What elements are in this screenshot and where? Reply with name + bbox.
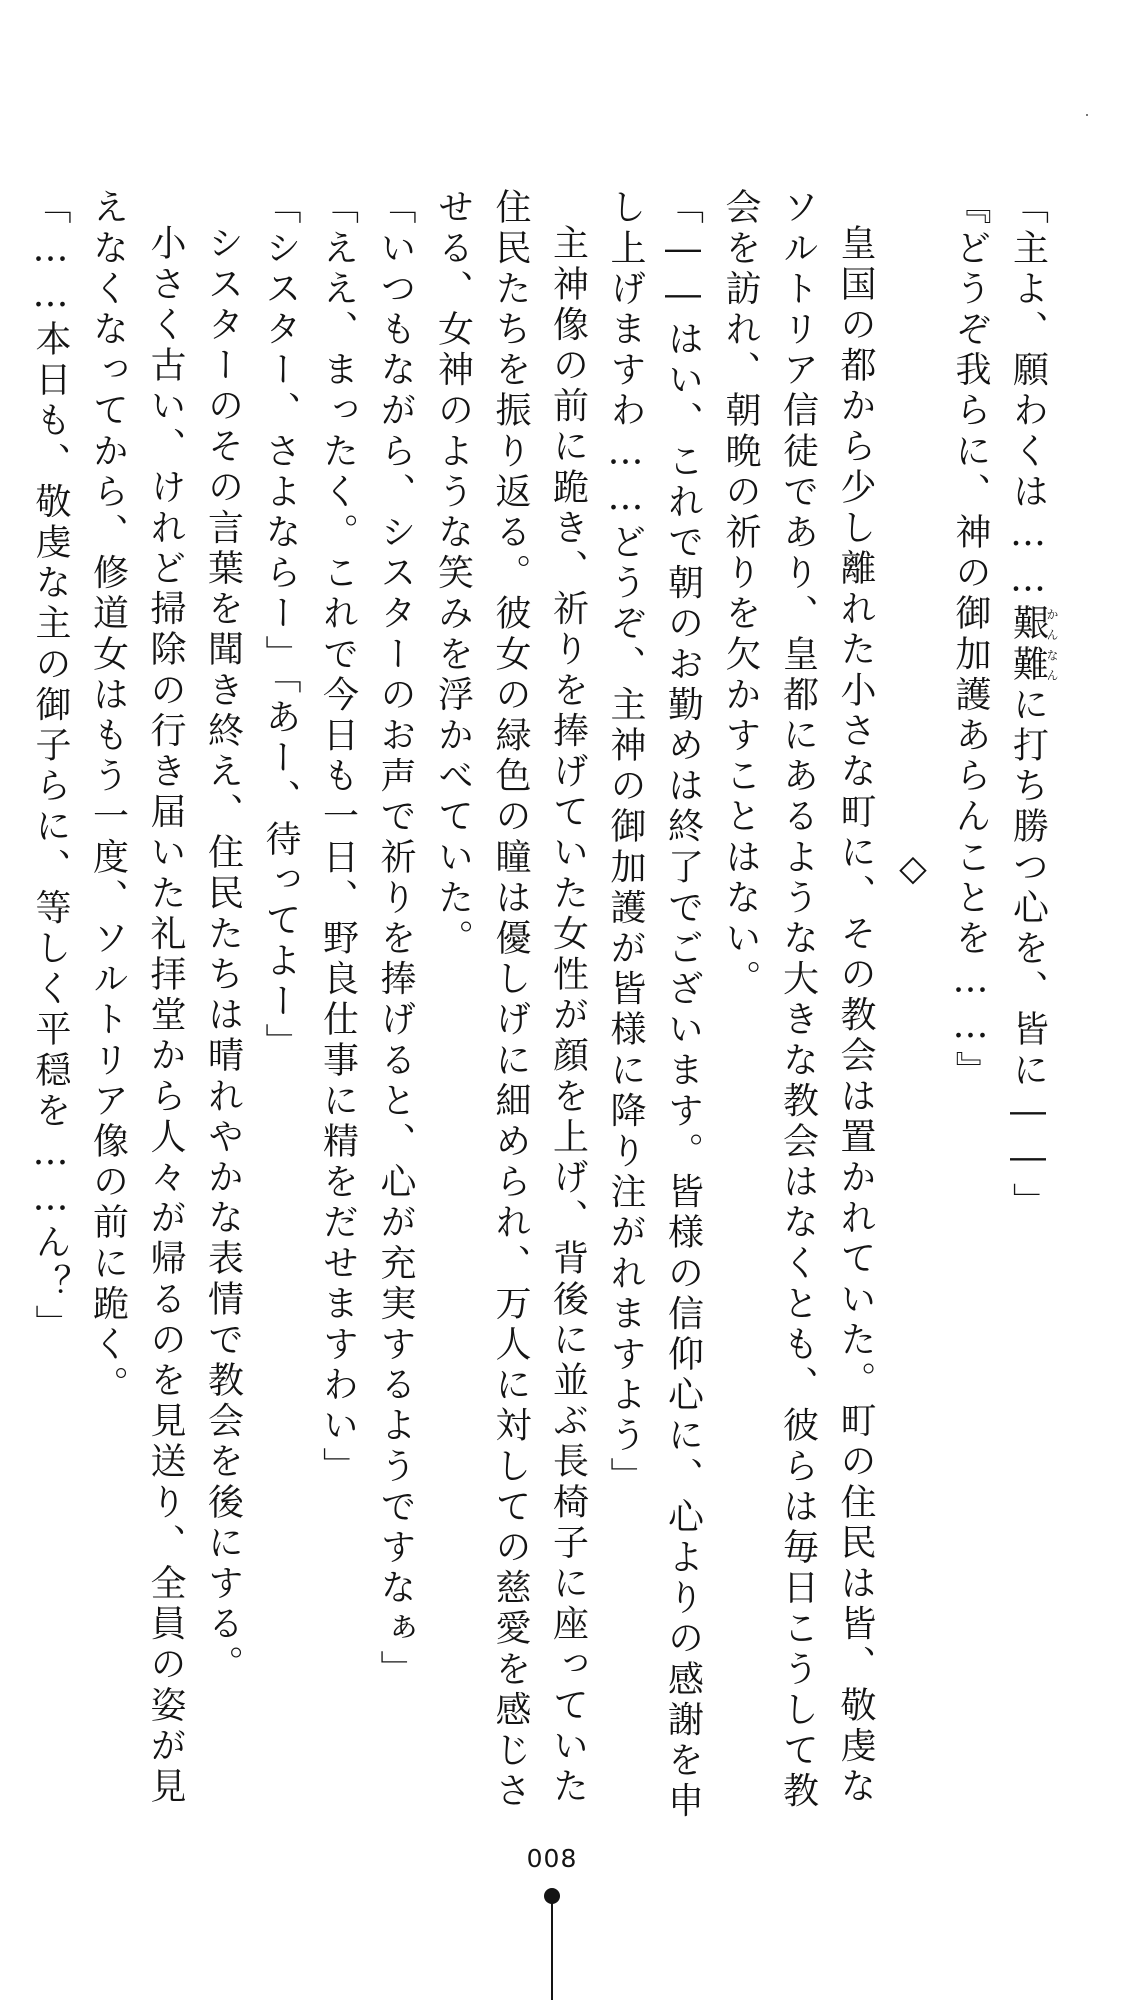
text-line-11: 「いつもながら、シスターのお声で祈りを捧げると、心が充実するようですなぁ」 — [375, 188, 416, 1691]
vertical-text-block — [22, 188, 1059, 1822]
text-line-1 — [999, 188, 1058, 1648]
text-line-16: えなくなってから、修道女はもう一度、ソルトリア像の前に跪く。 — [87, 188, 129, 1406]
text-line-5: 会を訪れ、朝晩の祈りを欠かすことはない。 — [720, 188, 761, 1000]
text-line-1-suffix: に打ち勝つ心を、皆に――」 — [1007, 685, 1049, 1224]
page-number: 008 — [526, 1844, 578, 1873]
scan-speck — [1086, 114, 1088, 116]
text-line-7: し上げますわ……どうぞ、主神の御加護が皆様に降り注がれますよう」 — [605, 188, 646, 1498]
ruby-reading: かんなん — [1045, 604, 1059, 686]
text-line-1-prefix: 「主よ、願わくは…… — [1007, 188, 1049, 604]
text-line-10: せる、女神のような笑みを浮かべていた。 — [432, 188, 474, 960]
folio-rule — [551, 1903, 553, 2000]
text-line-12: 「ええ、まったく。これで今日も一日、野良仕事に精をだせますわい」 — [317, 188, 359, 1488]
text-line-17: 「……本日も、敬虔な主の御子らに、等しく平穏を……ん？」 — [30, 188, 71, 1345]
text-line-4: ソルトリア信徒であり、皇都にあるような大きな教会はなくとも、彼らは毎日こうして教 — [777, 188, 819, 1812]
text-line-15: 小さく古い、けれど掃除の行き届いた礼拝堂から人々が帰るのを見送り、全員の姿が見 — [145, 224, 186, 1808]
text-line-8: 主神像の前に跪き、祈りを捧げていた女性が顔を上げ、背後に並ぶ長椅子に座っていた — [547, 224, 589, 1808]
ruby-kannan — [1007, 604, 1059, 686]
text-line-2: 『どうぞ我らに、神の御加護あらんことを……』 — [950, 188, 991, 1092]
text-line-14: シスターのその言葉を聞き終え、住民たちは晴れやかな表情で教会を後にする。 — [202, 224, 244, 1686]
section-separator: ◇ — [892, 848, 934, 894]
text-line-6: 「――はい、これで朝のお勤めは終了でございます。皆様の信仰心に、心よりの感謝を申 — [662, 188, 704, 1822]
ruby-base: 艱難 — [1007, 604, 1049, 686]
text-line-3: 皇国の都から少し離れた小さな町に、その教会は置かれていた。町の住民は皆、敬虔な — [835, 224, 876, 1808]
folio-dot-icon — [544, 1888, 560, 1904]
text-line-9: 住民たちを振り返る。彼女の緑色の瞳は優しげに細められ、万人に対しての慈愛を感じさ — [490, 188, 531, 1812]
text-line-13: 「シスター、さよならー」「あー、待ってよー」 — [260, 188, 301, 1064]
